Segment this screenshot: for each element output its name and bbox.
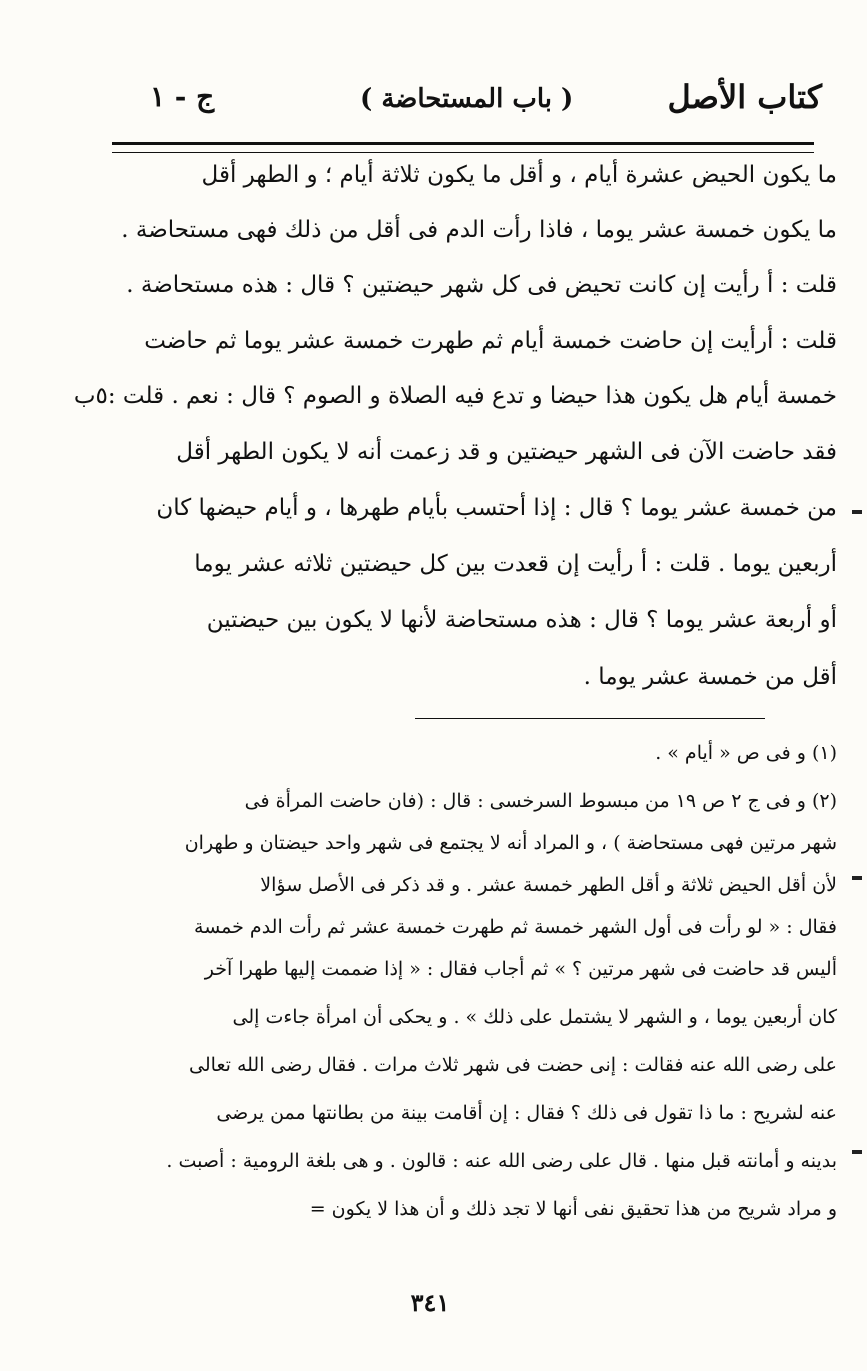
page-header xyxy=(110,78,822,126)
book-title: كتاب الأصل xyxy=(667,78,822,116)
main-line: ما يكون الحيض عشرة أيام ، و أقل ما يكون ثلاثة أيام ؛ و الطهر أقل xyxy=(201,162,837,188)
main-line: ما يكون خمسة عشر يوما ، فاذا رأت الدم فى أقل من ذلك فهى مستحاضة . xyxy=(121,217,837,243)
footnote-line: كان أربعين يوما ، و الشهر لا يشتمل على ذلك » . و يحكى أن امرأة جاءت إلى xyxy=(232,1006,837,1028)
footnote-separator xyxy=(415,718,765,719)
footnote-line: (١) و فى ص « أيام » . xyxy=(655,742,837,764)
footnote-line: عنه لشريح : ما ذا تقول فى ذلك ؟ فقال : إن أقامت بينة من بطانتها ممن يرضى xyxy=(216,1102,837,1124)
footnote-line: لأن أقل الحيض ثلاثة و أقل الطهر خمسة عشر . و قد ذكر فى الأصل سؤالا xyxy=(260,874,837,896)
volume-number: ج - ١ xyxy=(150,80,215,113)
margin-mark xyxy=(852,510,862,514)
footnote-line: شهر مرتين فهى مستحاضة ) ، و المراد أنه لا يجتمع فى شهر واحد حيضتان و طهران xyxy=(184,832,837,854)
footnote-line: بدينه و أمانته قبل منها . قال على رضى الله عنه : قالون . و هى بلغة الرومية : أصبت . xyxy=(166,1150,837,1172)
main-line: قلت : أ رأيت إن كانت تحيض فى كل شهر حيضتين ؟ قال : هذه مستحاضة . xyxy=(126,272,837,298)
main-line: أو أربعة عشر يوما ؟ قال : هذه مستحاضة لأنها لا يكون بين حيضتين xyxy=(206,607,837,633)
main-line: من خمسة عشر يوما ؟ قال : إذا أحتسب بأيام طهرها ، و أيام حيضها كان xyxy=(156,495,837,521)
margin-mark xyxy=(852,1150,862,1154)
page-number: ٣٤١ xyxy=(410,1288,450,1317)
margin-mark xyxy=(852,876,862,880)
main-line: أربعين يوما . قلت : أ رأيت إن قعدت بين كل حيضتين ثلاثه عشر يوما xyxy=(194,551,837,577)
footnote-line: على رضى الله عنه فقالت : إنى حضت فى شهر ثلاث مرات . فقال رضى الله تعالى xyxy=(189,1054,837,1076)
main-line: قلت : أرأيت إن حاضت خمسة أيام ثم طهرت خمسة عشر يوما ثم حاضت xyxy=(144,328,837,354)
footnote-line: (٢) و فى ج ٢ ص ١٩ من مبسوط السرخسى : قال : (فان حاضت المرأة فى xyxy=(244,790,837,812)
footnote-line: فقال : « لو رأت فى أول الشهر خمسة ثم طهرت خمسة عشر ثم رأت الدم خمسة xyxy=(194,916,837,938)
header-rule-thin xyxy=(112,152,814,153)
footnote-line: أليس قد حاضت فى شهر مرتين ؟ » ثم أجاب فقال : « إذا ضممت إليها طهرا آخر xyxy=(204,958,837,980)
main-line: فقد حاضت الآن فى الشهر حيضتين و قد زعمت أنه لا يكون الطهر أقل xyxy=(176,439,837,465)
footnote-line: و مراد شريح من هذا تحقيق نفى أنها لا تجد ذلك و أن هذا لا يكون = xyxy=(309,1198,837,1220)
chapter-title: ( باب المستحاضة ) xyxy=(360,84,574,114)
header-rule-thick xyxy=(112,142,814,145)
main-line: أقل من خمسة عشر يوما . xyxy=(583,664,837,690)
main-line: خمسة أيام هل يكون هذا حيضا و تدع فيه الصلاة و الصوم ؟ قال : نعم . قلت :٥ب xyxy=(73,383,837,409)
